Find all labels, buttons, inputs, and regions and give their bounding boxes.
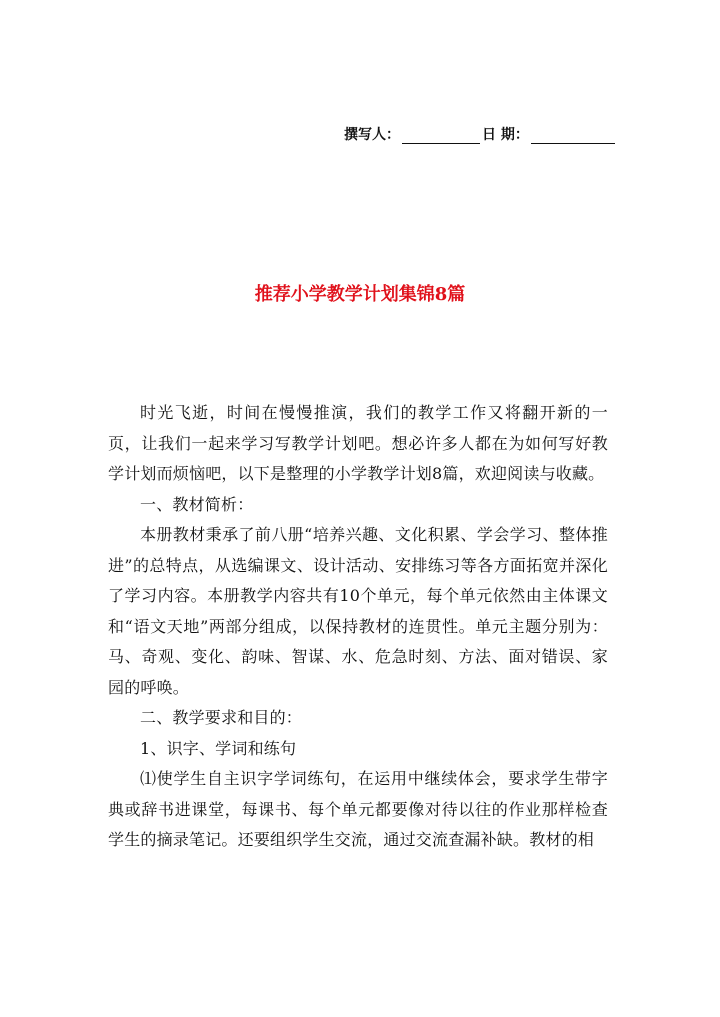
body-paragraph: 本册教材秉承了前八册“培养兴趣、文化积累、学会学习、整体推进”的总特点，从选编课文、设计活动、安排练习等各方面拓宽并深化了学习内容。本册教学内容共有10个单元，每个单元依然由主体课文和“语文天地”两部分组成，以保持教材的连贯性。单元主题分别为：马、奇观、变化、韵味、智谋、水、危急时刻、方法、面对错误、家园的呼唤。: [108, 525, 608, 697]
intro-paragraph: 时光飞逝，时间在慢慢推演，我们的教学工作又将翻开新的一页，让我们一起来学习写教学计划吧。想必许多人都在为如何写好教学计划而烦恼吧，以下是整理的小学教学计划8篇，欢迎阅读与收藏。: [108, 403, 608, 483]
author-date-line: [344, 126, 617, 144]
document-body: [108, 398, 608, 856]
author-label: 撰写人：: [344, 127, 400, 143]
author-blank: [402, 129, 480, 144]
subsection-heading: 1、识字、学词和练句: [140, 738, 297, 758]
date-label: 日 期：: [482, 127, 529, 143]
section-heading-2: 二、教学要求和目的：: [140, 708, 303, 727]
body-paragraph: ⑴使学生自主识字学词练句，在运用中继续体会，要求学生带字典或辞书进课堂，每课书、每个单元都要像对待以往的作业那样检查学生的摘录笔记。还要组织学生交流，通过交流查漏补缺。教材的相: [108, 769, 608, 849]
document-title: 推荐小学教学计划集锦8篇: [254, 284, 466, 305]
section-heading-1: 一、教材简析：: [140, 494, 254, 514]
date-blank: [531, 129, 615, 144]
